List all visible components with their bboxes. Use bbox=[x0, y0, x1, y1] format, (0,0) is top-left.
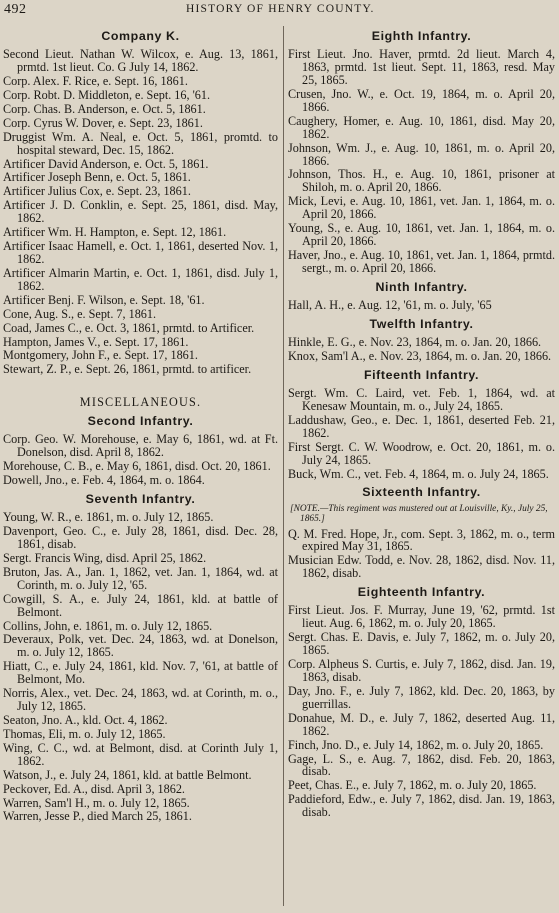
roster-entry: Haver, Jno., e. Aug. 10, 1861, vet. Jan. 1, 1864, prmtd. sergt., m. o. April 20, 1866. bbox=[288, 247, 555, 275]
roster-entry: Peckover, Ed. A., disd. April 3, 1862. bbox=[3, 781, 185, 796]
roster-entry: Stewart, Z. P., e. Sept. 26, 1861, prmtd. to artificer. bbox=[3, 362, 252, 377]
roster-entry: Morehouse, C. B., e. May 6, 1861, disd. Oct. 20, 1861. bbox=[3, 459, 271, 474]
roster-entry: Corp. Alpheus S. Curtis, e. July 7, 1862, disd. Jan. 19, 1863, disab. bbox=[288, 657, 555, 684]
roster-entry: Finch, Jno. D., e. July 14, 1862, m. o. July 20, 1865. bbox=[288, 737, 544, 752]
roster-entry: Cone, Aug. S., e. Sept. 7, 1861. bbox=[3, 306, 157, 321]
roster-entry: First Sergt. C. W. Woodrow, e. Oct. 20, 1861, m. o. July 24, 1865. bbox=[288, 439, 555, 467]
roster-entry: Corp. Cyrus W. Dover, e. Sept. 23, 1861. bbox=[3, 115, 203, 130]
regiment-note: [NOTE.—This regiment was mustered out at Louisville, Ky., July 25, 1865.] bbox=[290, 503, 548, 524]
roster-entry: Musician Edw. Todd, e. Nov. 28, 1862, disd. Nov. 11, 1862, disab. bbox=[288, 553, 555, 581]
roster-entry: Corp. Robt. D. Middleton, e. Sept. 16, '61. bbox=[3, 87, 211, 102]
roster-entry: Hiatt, C., e. July 24, 1861, kld. Nov. 7, '61, at battle of Belmont, Mo. bbox=[3, 659, 278, 687]
section-heading: Ninth Infantry. bbox=[375, 279, 468, 294]
running-title: HISTORY OF HENRY COUNTY. bbox=[186, 3, 375, 15]
right-column bbox=[288, 24, 555, 909]
roster-entry: Artificer J. D. Conklin, e. Sept. 25, 1861, disd. May, 1862. bbox=[3, 198, 278, 226]
roster-entry: Paddieford, Edw., e. July 7, 1862, disd. Jan. 19, 1863, disab. bbox=[288, 792, 555, 820]
roster-entry: Watson, J., e. July 24, 1861, kld. at battle Belmont. bbox=[3, 767, 252, 782]
roster-entry: Sergt. Chas. E. Davis, e. July 7, 1862, m. o. July 20, 1865. bbox=[288, 630, 555, 658]
left-column bbox=[3, 24, 278, 909]
roster-entry: Sergt. Wm. C. Laird, vet. Feb. 1, 1864, wd. at Kenesaw Mountain, m. o., July 24, 1865. bbox=[288, 386, 555, 413]
page-header bbox=[0, 0, 559, 22]
column-divider bbox=[283, 26, 284, 906]
roster-entry: Hall, A. H., e. Aug. 12, '61, m. o. July, '65 bbox=[288, 297, 492, 312]
roster-entry: Bruton, Jas. A., Jan. 1, 1862, vet. Jan. 1, 1864, wd. at Corinth, m. o. July 12, '65. bbox=[3, 564, 278, 592]
section-heading: Sixteenth Infantry. bbox=[362, 485, 481, 500]
section-heading: Fifteenth Infantry. bbox=[363, 367, 480, 382]
roster-entry: Artificer Almarin Martin, e. Oct. 1, 1861, disd. July 1, 1862. bbox=[3, 265, 278, 293]
roster-entry: Corp. Alex. F. Rice, e. Sept. 16, 1861. bbox=[3, 73, 188, 88]
section-heading: Twelfth Infantry. bbox=[369, 316, 474, 331]
roster-entry: Seaton, Jno. A., kld. Oct. 4, 1862. bbox=[3, 712, 168, 727]
roster-entry: Johnson, Thos. H., e. Aug. 10, 1861, prisoner at Shiloh, m. o. April 20, 1866. bbox=[288, 167, 555, 195]
roster-entry: Donahue, M. D., e. July 7, 1862, deserted Aug. 11, 1862. bbox=[288, 710, 555, 738]
roster-entry: Peet, Chas. E., e. July 7, 1862, m. o. July 20, 1865. bbox=[288, 778, 537, 793]
roster-entry: Artificer Wm. H. Hampton, e. Sept. 12, 1861. bbox=[3, 225, 227, 240]
roster-entry: Gage, L. S., e. Aug. 7, 1862, disd. Feb. 20, 1863, disab. bbox=[288, 751, 555, 779]
roster-entry: Q. M. Fred. Hope, Jr., com. Sept. 3, 1862, m. o., term expired May 31, 1865. bbox=[288, 526, 555, 554]
roster-entry: Mick, Levi, e. Aug. 10, 1861, vet. Jan. 1, 1864, m. o. April 20, 1866. bbox=[288, 194, 555, 222]
roster-entry: Johnson, Wm. J., e. Aug. 10, 1861, m. o. April 20, 1866. bbox=[288, 140, 555, 168]
roster-entry: Deveraux, Polk, vet. Dec. 24, 1863, wd. at Donelson, m. o. July 12, 1865. bbox=[3, 632, 278, 660]
roster-entry: Coad, James C., e. Oct. 3, 1861, prmtd. to Artificer. bbox=[3, 320, 255, 335]
roster-entry: Warren, Jesse P., died March 25, 1861. bbox=[3, 809, 192, 824]
roster-entry: Crusen, Jno. W., e. Oct. 19, 1864, m. o. April 20, 1866. bbox=[288, 86, 555, 114]
roster-entry: Buck, Wm. C., vet. Feb. 4, 1864, m. o. July 24, 1865. bbox=[288, 466, 549, 481]
roster-entry: Caughery, Homer, e. Aug. 10, 1861, disd. May 20, 1862. bbox=[288, 113, 555, 141]
section-heading: Company K. bbox=[101, 29, 180, 43]
part-heading: MISCELLANEOUS. bbox=[79, 395, 202, 410]
roster-entry: Collins, John, e. 1861, m. o. July 12, 1865. bbox=[3, 618, 213, 633]
roster-entry: Thomas, Eli, m. o. July 12, 1865. bbox=[3, 726, 166, 741]
roster-entry: Davenport, Geo. C., e. July 28, 1861, disd. Dec. 28, 1861, disab. bbox=[3, 524, 278, 551]
page-number: 492 bbox=[4, 2, 27, 17]
roster-entry: Artificer Julius Cox, e. Sept. 23, 1861. bbox=[3, 184, 191, 199]
roster-entry: Knox, Sam'l A., e. Nov. 23, 1864, m. o. Jan. 20, 1866. bbox=[288, 348, 552, 363]
roster-entry: Druggist Wm. A. Neal, e. Oct. 5, 1861, promtd. to hospital steward, Dec. 15, 1862. bbox=[3, 129, 278, 157]
roster-entry: Sergt. Francis Wing, disd. April 25, 1862. bbox=[3, 550, 207, 565]
roster-entry: Hinkle, E. G., e. Nov. 23, 1864, m. o. Jan. 20, 1866. bbox=[288, 335, 542, 350]
roster-entry: Young, S., e. Aug. 10, 1861, vet. Jan. 1, 1864, m. o. April 20, 1866. bbox=[288, 221, 555, 249]
roster-entry: Artificer David Anderson, e. Oct. 5, 1861. bbox=[3, 156, 209, 171]
roster-entry: Warren, Sam'l H., m. o. July 12, 1865. bbox=[3, 795, 190, 810]
roster-entry: Second Lieut. Nathan W. Wilcox, e. Aug. 13, 1861, prmtd. 1st lieut. Co. G July 14, 1862. bbox=[3, 47, 278, 75]
roster-entry: Norris, Alex., vet. Dec. 24, 1863, wd. at Corinth, m. o., July 12, 1865. bbox=[3, 686, 278, 714]
roster-entry: Young, W. R., e. 1861, m. o. July 12, 1865. bbox=[3, 510, 214, 525]
roster-entry: Artificer Joseph Benn, e. Oct. 5, 1861. bbox=[3, 170, 191, 185]
section-heading: Eighth Infantry. bbox=[371, 29, 472, 43]
roster-entry: Montgomery, John F., e. Sept. 17, 1861. bbox=[3, 348, 198, 363]
roster-entry: Artificer Isaac Hamell, e. Oct. 1, 1861, deserted Nov. 1, 1862. bbox=[3, 239, 278, 266]
roster-entry: Hampton, James V., e. Sept. 17, 1861. bbox=[3, 334, 189, 349]
section-heading: Eighteenth Infantry. bbox=[357, 585, 486, 600]
roster-entry: First Lieut. Jno. Haver, prmtd. 2d lieut. March 4, 1863, prmtd. 1st lieut. Sept. 11, 1863, resd. May 25, 1865. bbox=[288, 47, 555, 87]
section-heading: Second Infantry. bbox=[87, 414, 194, 429]
roster-entry: Laddushaw, Geo., e. Dec. 1, 1861, deserted Feb. 21, 1862. bbox=[288, 412, 555, 440]
roster-entry: First Lieut. Jos. F. Murray, June 19, '62, prmtd. 1st lieut. Aug. 6, 1862, m. o. July 20, 1865. bbox=[288, 603, 555, 631]
roster-entry: Artificer Benj. F. Wilson, e. Sept. 18, '61. bbox=[3, 292, 205, 307]
roster-entry: Corp. Chas. B. Anderson, e. Oct. 5, 1861. bbox=[3, 101, 206, 116]
roster-entry: Wing, C. C., wd. at Belmont, disd. at Corinth July 1, 1862. bbox=[3, 740, 278, 768]
section-heading: Seventh Infantry. bbox=[85, 492, 196, 507]
roster-entry: Dowell, Jno., e. Feb. 4, 1864, m. o. 1864. bbox=[3, 473, 205, 488]
roster-entry: Corp. Geo. W. Morehouse, e. May 6, 1861, wd. at Ft. Donelson, disd. April 8, 1862. bbox=[3, 432, 278, 460]
roster-entry: Day, Jno. F., e. July 7, 1862, kld. Dec. 20, 1863, by guerrillas. bbox=[288, 683, 555, 711]
roster-entry: Cowgill, S. A., e. July 24, 1861, kld. at battle of Belmont. bbox=[3, 591, 278, 619]
